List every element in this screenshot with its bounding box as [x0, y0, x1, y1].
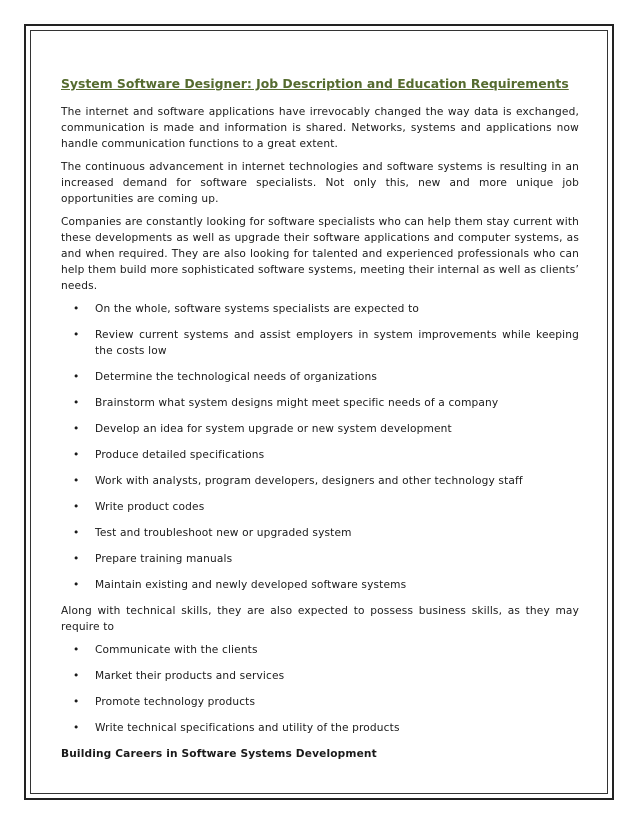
section-subheading: Building Careers in Software Systems Development	[61, 748, 377, 760]
bullet-icon: •	[73, 696, 80, 708]
bullet-icon: •	[73, 553, 80, 565]
list-item: • Write product codes	[73, 501, 205, 513]
bullet-icon: •	[73, 722, 80, 734]
paragraph-companies: Companies are constantly looking for software specialists who can help them stay current with these developments as well as upgrade their software applications and computer systems, as and when required. They are also looking for talented and experienced professionals who can help them build more sophisticated software systems, meeting their internal as well as clients’ needs.	[61, 216, 579, 292]
list-item: • Promote technology products	[73, 696, 256, 708]
list-item: • Brainstorm what system designs might meet specific needs of a company	[73, 397, 499, 409]
list-item: • Write technical specifications and utility of the products	[73, 722, 400, 734]
list-item: • Communicate with the clients	[73, 644, 258, 656]
list-item: • Develop an idea for system upgrade or new system development	[73, 423, 452, 435]
paragraph-demand: The continuous advancement in internet technologies and software systems is resulting in an increased demand for software specialists. Not only this, new and more unique job opportunities are coming up.	[61, 161, 579, 205]
bullet-icon: •	[73, 449, 80, 461]
bullet-icon: •	[73, 303, 80, 315]
bullet-icon: •	[73, 579, 80, 591]
bullet-icon: •	[73, 423, 80, 435]
bullet-icon: •	[73, 501, 80, 513]
list-item: • Maintain existing and newly developed software systems	[73, 579, 407, 591]
bullet-icon: •	[73, 475, 80, 487]
list-item: • Review current systems and assist employers in system improvements while keeping the costs low	[73, 329, 579, 357]
bullet-icon: •	[73, 371, 80, 383]
document-body	[61, 76, 579, 762]
list-item: • On the whole, software systems specialists are expected to	[73, 303, 420, 315]
paragraph-business-intro: Along with technical skills, they are also expected to possess business skills, as they may require to	[61, 605, 579, 633]
list-item: • Prepare training manuals	[73, 553, 233, 565]
list-item: • Work with analysts, program developers, designers and other technology staff	[73, 475, 523, 487]
list-item: • Test and troubleshoot new or upgraded system	[73, 527, 352, 539]
bullet-icon: •	[73, 527, 80, 539]
bullet-icon: •	[73, 329, 80, 341]
bullet-icon: •	[73, 644, 80, 656]
bullet-icon: •	[73, 397, 80, 409]
page-title: System Software Designer: Job Description and Education Requirements	[61, 76, 569, 91]
list-item: • Determine the technological needs of organizations	[73, 371, 378, 383]
bullet-icon: •	[73, 670, 80, 682]
list-item: • Produce detailed specifications	[73, 449, 265, 461]
business-skills-list	[61, 642, 579, 736]
duties-list	[61, 301, 579, 593]
list-item: • Market their products and services	[73, 670, 285, 682]
paragraph-intro: The internet and software applications have irrevocably changed the way data is exchanged, communication is made and information is shared. Networks, systems and applications now handle communication functions to a great extent.	[61, 106, 579, 150]
